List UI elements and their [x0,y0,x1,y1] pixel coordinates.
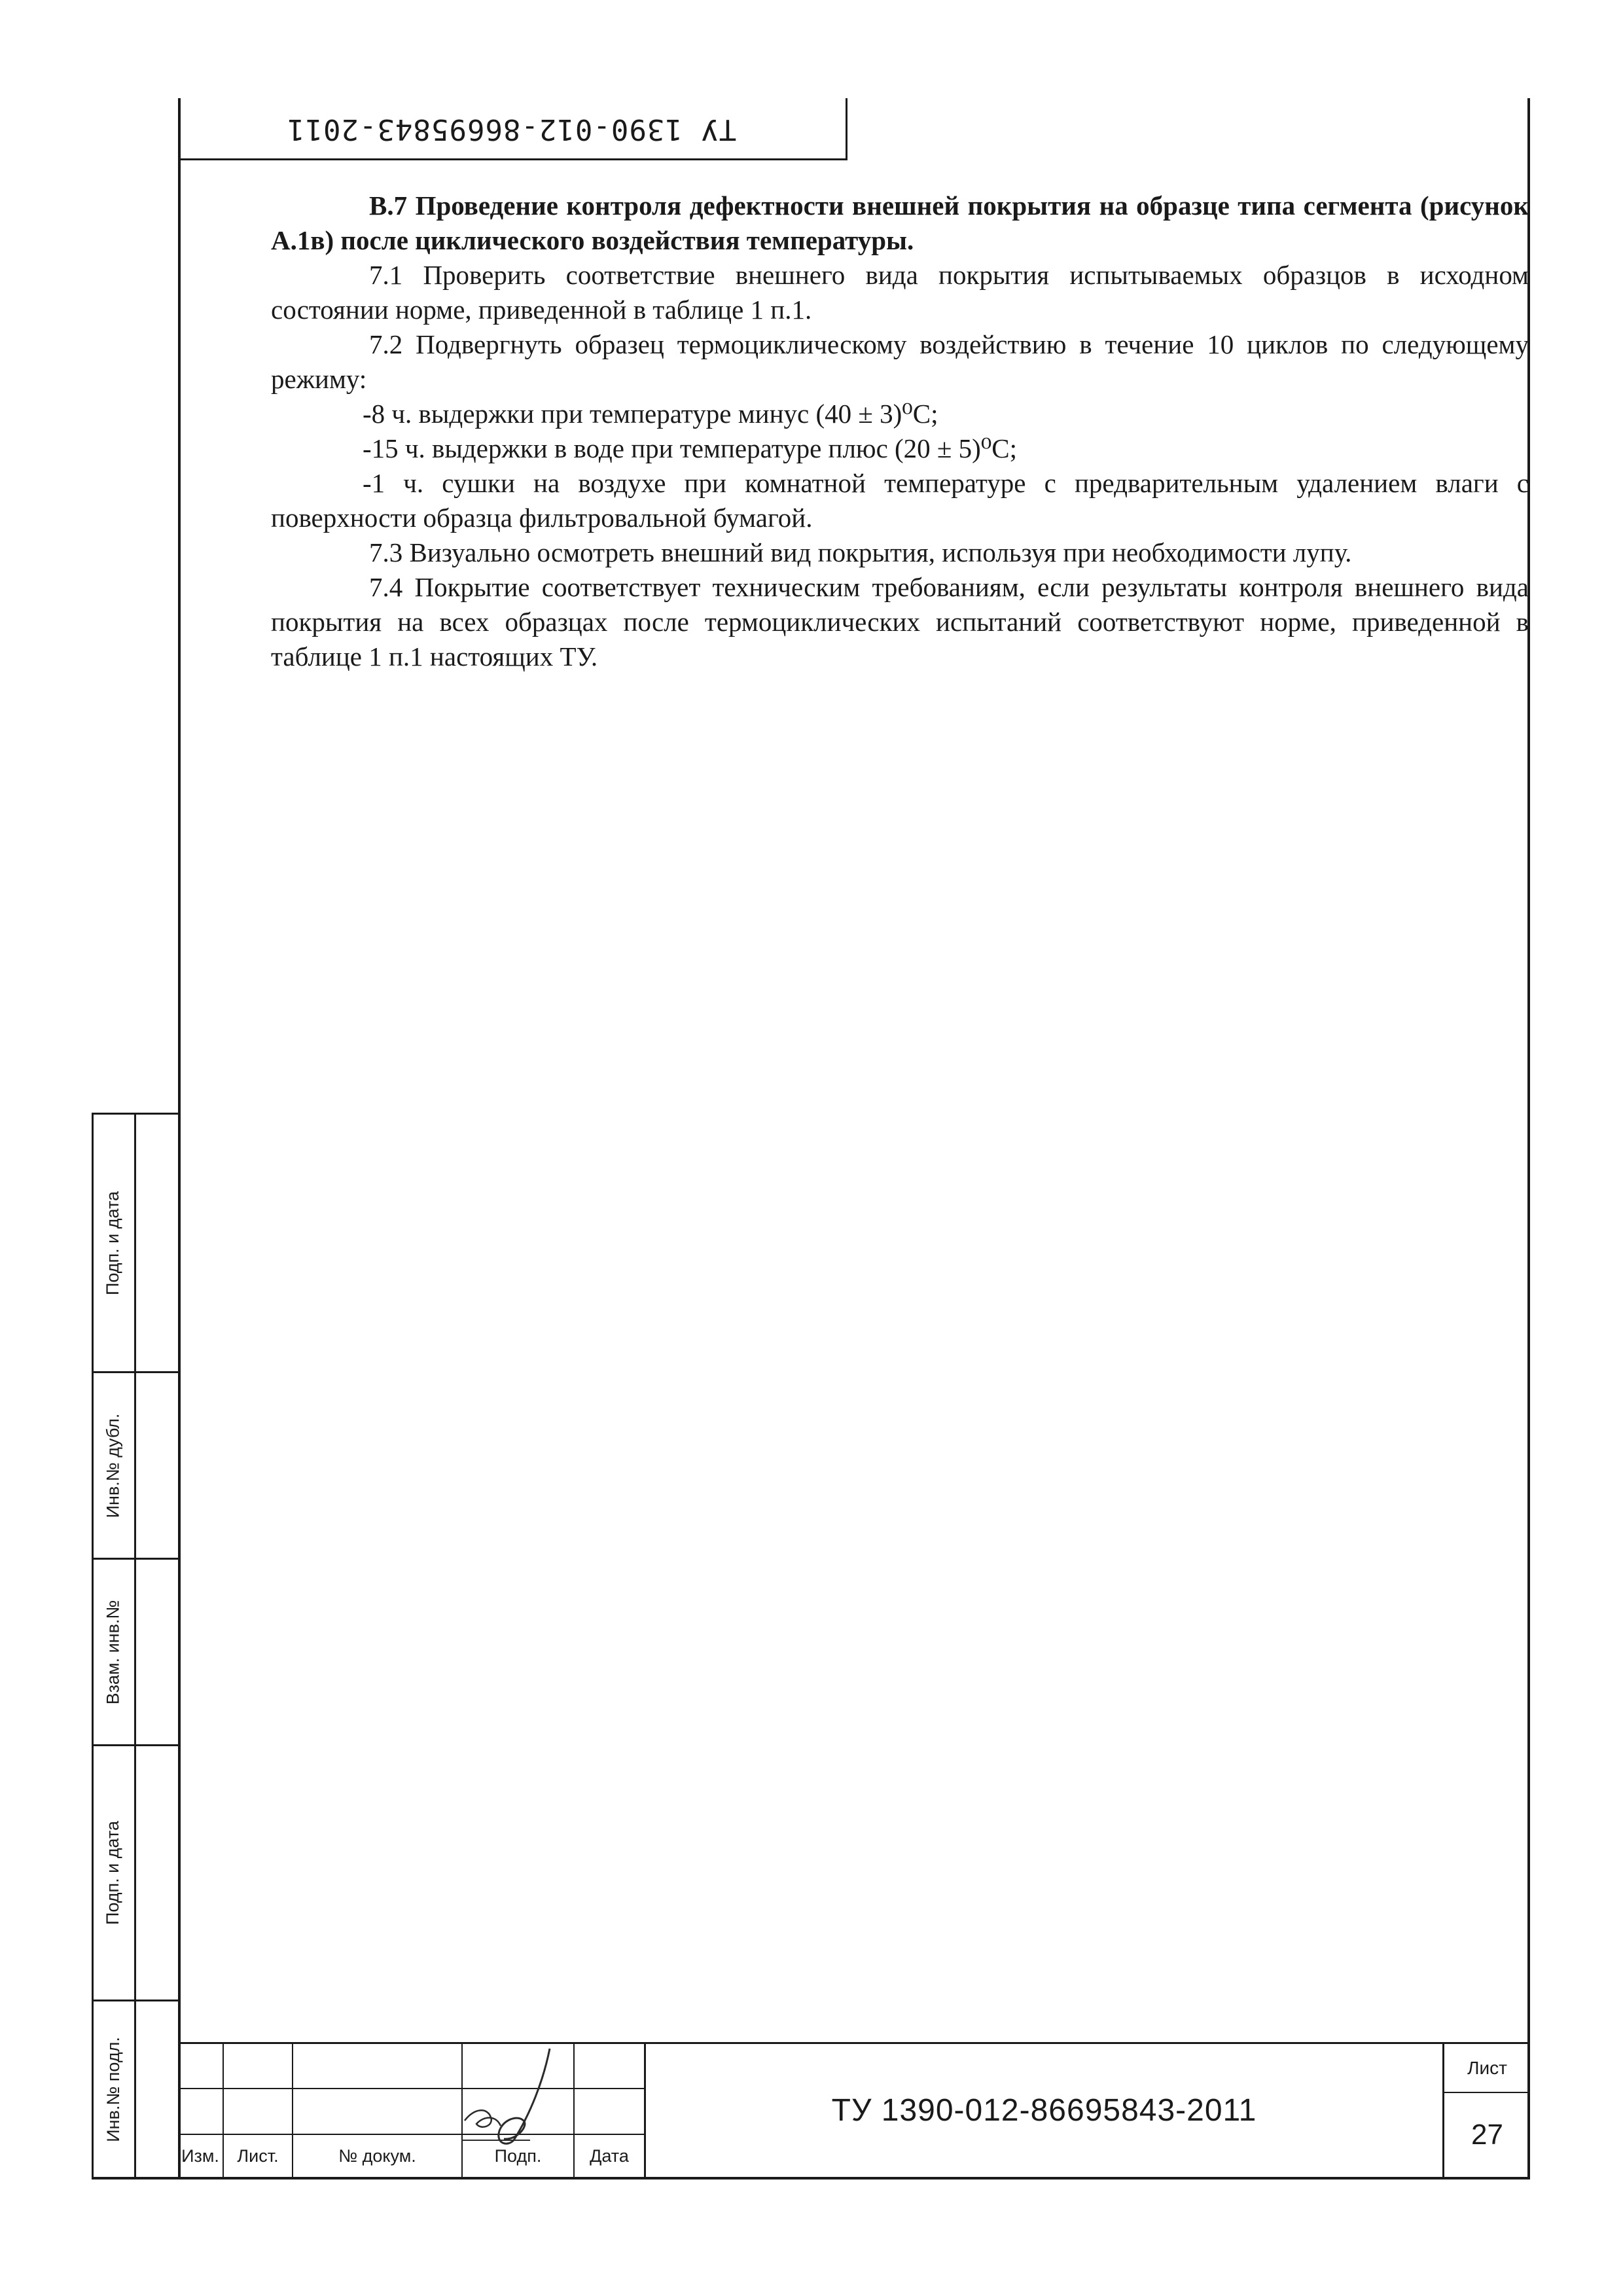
paragraph-7-2: 7.2 Подвергнуть образец термоциклическому воздействию в течение 10 циклов по следующему режиму: [271,329,1529,394]
stamp-col-date: Дата [590,2145,629,2166]
paragraph-7-3: 7.3 Визуально осмотреть внешний вид покрытия, используя при необходимости лупу. [369,537,1352,567]
side-inv-podl-label: Инв.№ подл. [103,2036,123,2142]
side-inv-dubl-label: Инв.№ дубл. [103,1413,123,1518]
side-podp-data-bottom [92,1746,135,2000]
regime-item-3: -1 ч. сушки на воздухе при комнатной температуре с предварительным удалением влаги с поверхности образца фильтровальной бумагой. [271,468,1529,533]
stamp-col-doc: № докум. [338,2145,416,2166]
side-vzam-inv-label: Взам. инв.№ [103,1600,123,1704]
topbox-right-line [846,98,847,160]
side-inv-dubl [92,1373,135,1558]
frame-left-line [178,98,181,2179]
stamp-col-list: Лист. [237,2145,279,2166]
side-inv-podl [92,2001,135,2177]
stamp-col-podp: Подп. [494,2145,542,2166]
side-vzam-inv [92,1560,135,1744]
regime-item-2: -15 ч. выдержки в воде при температуре плюс (20 ± 5)⁰С; [363,433,1017,463]
regime-item-1: -8 ч. выдержки при температуре минус (40 ± 3)⁰С; [363,399,938,429]
topbox-bottom-line [178,158,847,160]
frame-bottom-line [92,2177,1530,2179]
stamp-doc-code: ТУ 1390-012-86695843-2011 [831,2093,1257,2128]
side-podp-data-top-label: Подп. и дата [103,1191,123,1295]
paragraph-7-1: 7.1 Проверить соответствие внешнего вида покрытия испытываемых образцов в исходном состоянии норме, приведенной в таблице 1 п.1. [271,260,1529,325]
section-title: В.7 Проведение контроля дефектности внешней покрытия на образце типа сегмента (рисунок А.1в) после циклического воздействия температуры. [271,190,1529,255]
header-doc-code-text: ТУ 1390-012-86695843-2011 [287,112,737,146]
signature-mark [452,2042,576,2153]
main-content [271,188,1529,674]
header-doc-code [178,99,846,158]
stamp-col-izm: Изм. [181,2145,219,2166]
side-podp-data-bottom-label: Подп. и дата [103,1820,123,1926]
stamp-sheet-label: Лист [1467,2057,1507,2078]
side-podp-data-top [92,1115,135,1371]
paragraph-7-4: 7.4 Покрытие соответствует техническим требованиям, если результаты контроля внешнего вида покрытия на всех образцах после термоциклических испытаний соответствуют норме, приведенной в таблице 1 п.1 настоящих ТУ. [271,572,1529,672]
stamp-sheet-number: 27 [1471,2119,1503,2151]
